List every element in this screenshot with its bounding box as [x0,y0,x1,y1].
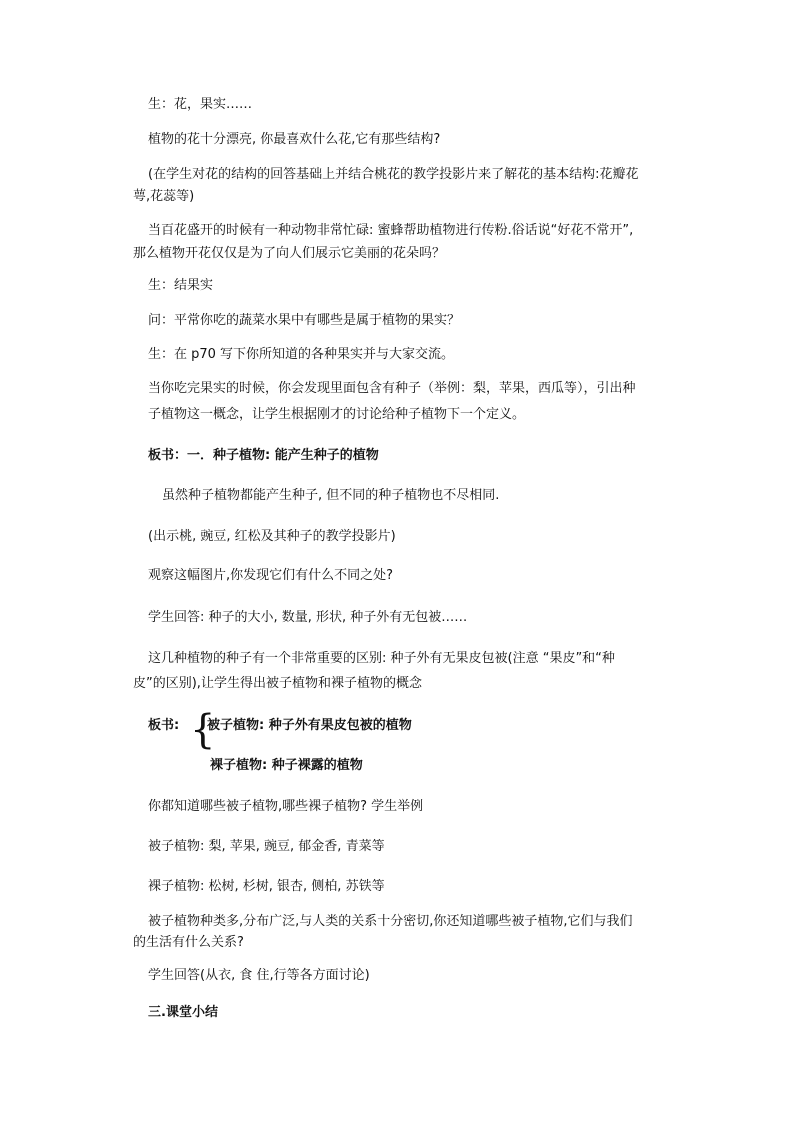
blackboard-label: 板书: [148,718,180,733]
text-line: 那么植物开花仅仅是为了向人们展示它美丽的花朵吗？ [133,246,446,261]
text-line: 子植物这一概念，让学生根据刚才的讨论给种子植物下一个定义。 [148,407,526,422]
text-line: 的生活有什么关系? [133,935,244,950]
blackboard-heading-1: 板书：一．种子植物: 能产生种子的植物 [148,448,379,463]
text-line: 学生回答: 种子的大小, 数量, 形状, 种子外有无包被…… [148,610,468,625]
text-line: 当你吃完果实的时候，你会发现里面包含有种子（举例：梨，苹果，西瓜等），引出种 [148,381,636,396]
gymnosperm-definition: 裸子植物: 种子裸露的植物 [210,758,363,773]
text-line: 虽然种子植物都能产生种子, 但不同的种子植物也不尽相同. [162,488,500,503]
text-line: 你都知道哪些被子植物,哪些裸子植物? 学生举例 [148,799,424,814]
text-line: (出示桃, 豌豆, 红松及其种子的教学投影片) [148,529,396,544]
text-line: 裸子植物: 松树, 杉树, 银杏, 侧柏, 苏铁等 [148,879,385,894]
text-line: 生：花，果实…… [148,97,253,112]
text-line: 生：结果实 [148,278,214,293]
text-line: 皮”的区别),让学生得出被子植物和裸子植物的概念 [133,676,422,691]
text-line: 这几种植物的种子有一个非常重要的区别: 种子外有无果皮包被(注意 “果皮”和“种 [148,651,615,666]
text-line: 生：在 p70 写下你所知道的各种果实并与大家交流。 [148,347,455,362]
text-line: 观察这幅图片,你发现它们有什么不同之处? [148,568,394,583]
text-line: 学生回答(从衣, 食 住,行等各方面讨论) [148,968,370,983]
curly-brace-icon: { [190,707,216,753]
angiosperm-definition: 被子植物: 种子外有果皮包被的植物 [207,718,412,733]
text-line: (在学生对花的结构的回答基础上并结合桃花的教学投影片来了解花的基本结构:花瓣花 [148,167,639,182]
text-line: 被子植物种类多,分布广泛,与人类的关系十分密切,你还知道哪些被子植物,它们与我们 [148,914,633,929]
text-line: 被子植物: 梨, 苹果, 豌豆, 郁金香, 青菜等 [148,839,385,854]
text-line: 问：平常你吃的蔬菜水果中有哪些是属于植物的果实？ [148,313,461,328]
text-line: 植物的花十分漂亮, 你最喜欢什么花,它有那些结构? [148,132,441,147]
section-heading-summary: 三.课堂小结 [148,1005,218,1020]
text-line: 萼,花蕊等) [133,189,195,204]
text-line: 当百花盛开的时候有一种动物非常忙碌: 蜜蜂帮助植物进行传粉.俗话说“好花不常开”, [148,223,634,238]
